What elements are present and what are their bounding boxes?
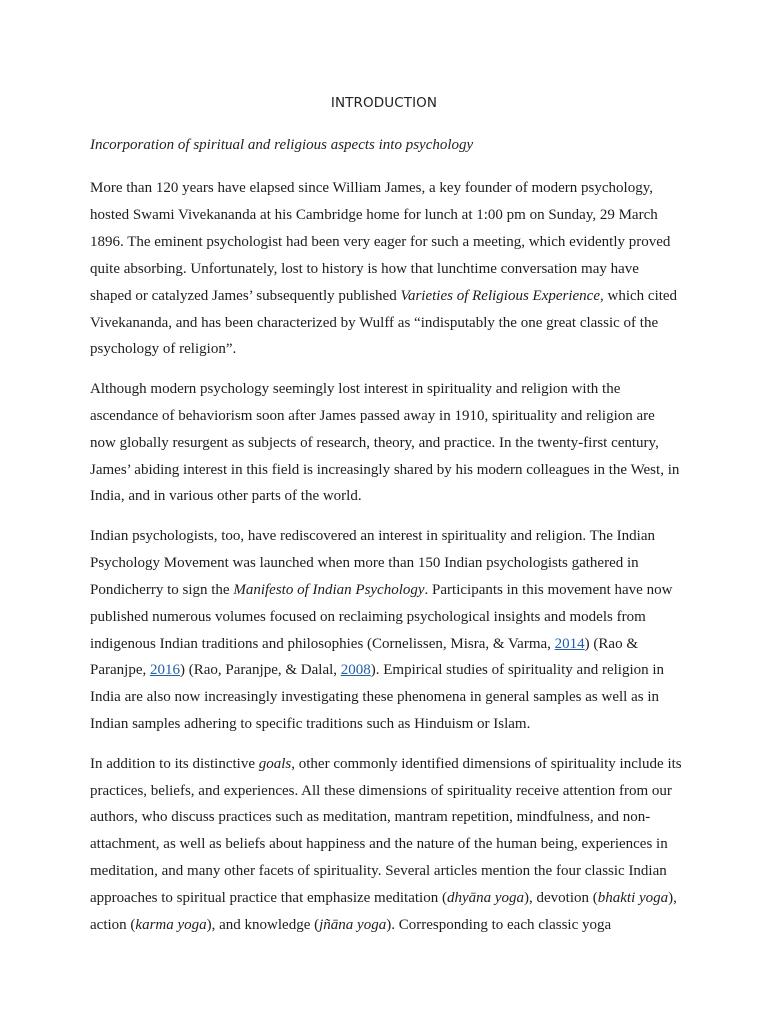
book-title: Varieties of Religious Experience [400,287,600,304]
paragraph-1: More than 120 years have elapsed since William James, a key founder of modern psychology, hosted Swami Vivekananda at his Cambridge home for lunch at 1:00 pm on Sunday, 29 March 1896. The eminent psychologist had been very eager for such a meeting, which evidently proved quite absorbing. Unfortunately, lost to history is how that lunchtime conversation may have shaped or catalyzed James’ subsequently published Varieties of Religious Experience, which cited Vivekananda, and has been characterized by Wulff as “indisputably the one great classic of the psychology of religion”. [90,180,678,358]
goals-emphasis: goals [258,755,292,772]
term-bhakti-yoga: bhakti yoga [597,890,669,907]
paragraph-3: Indian psychologists, too, have rediscovered an interest in spirituality and religion. The Indian Psychology Movement was launched when more than 150 Indian psychologists gathered in Pondicherry to sign the Manifesto of Indian Psychology. Participants in this movement have now published numerous volumes focused on reclaiming psychological insights and models from indigenous Indian traditions and philosophies (Cornelissen, Misra, & Varma, 2014) (Rao & Paranjpe, 2016) (Rao, Paranjpe, & Dalal, 2008). Empirical studies of spirituality and religion in India are also now increasingly investigating these phenomena in general samples as well as in Indian samples adhering to specific traditions such as Hinduism or Islam. [90,527,673,733]
manifesto-title: Manifesto of Indian Psychology [233,581,425,598]
paragraph-2: Although modern psychology seemingly lost interest in spirituality and religion with the ascendance of behaviorism soon after James passed away in 1910, spirituality and religion are now globally resurgent as subjects of research, theory, and practice. In the twenty-first century, James’ abiding interest in this field is increasingly shared by his modern colleagues in the West, in India, and in various other parts of the world. [90,380,680,505]
body-text [90,175,682,951]
section-subheading: Incorporation of spiritual and religious aspects into psychology [90,137,474,153]
term-dhyana-yoga: dhyāna yoga [446,890,525,907]
section-heading: INTRODUCTION [330,95,438,111]
citation-link-2008[interactable]: 2008 [340,662,371,679]
citation-link-2014[interactable]: 2014 [554,635,585,652]
paragraph-4: In addition to its distinctive goals, other commonly identified dimensions of spirituality include its practices, beliefs, and experiences. All these dimensions of spirituality receive attention from our authors, who discuss practices such as meditation, mantram repetition, mindfulness, and non-attachment, as well as beliefs about happiness and the nature of the human being, experiences in meditation, and many other facets of spirituality. Several articles mention the four classic Indian approaches to spiritual practice that emphasize meditation (dhyāna yoga), devotion (bhakti yoga), action (karma yoga), and knowledge (jñāna yoga). Corresponding to each classic yoga [90,755,682,934]
term-karma-yoga: karma yoga [135,917,207,934]
citation-link-2016[interactable]: 2016 [149,662,180,679]
term-jnana-yoga: jñāna yoga [319,917,387,934]
